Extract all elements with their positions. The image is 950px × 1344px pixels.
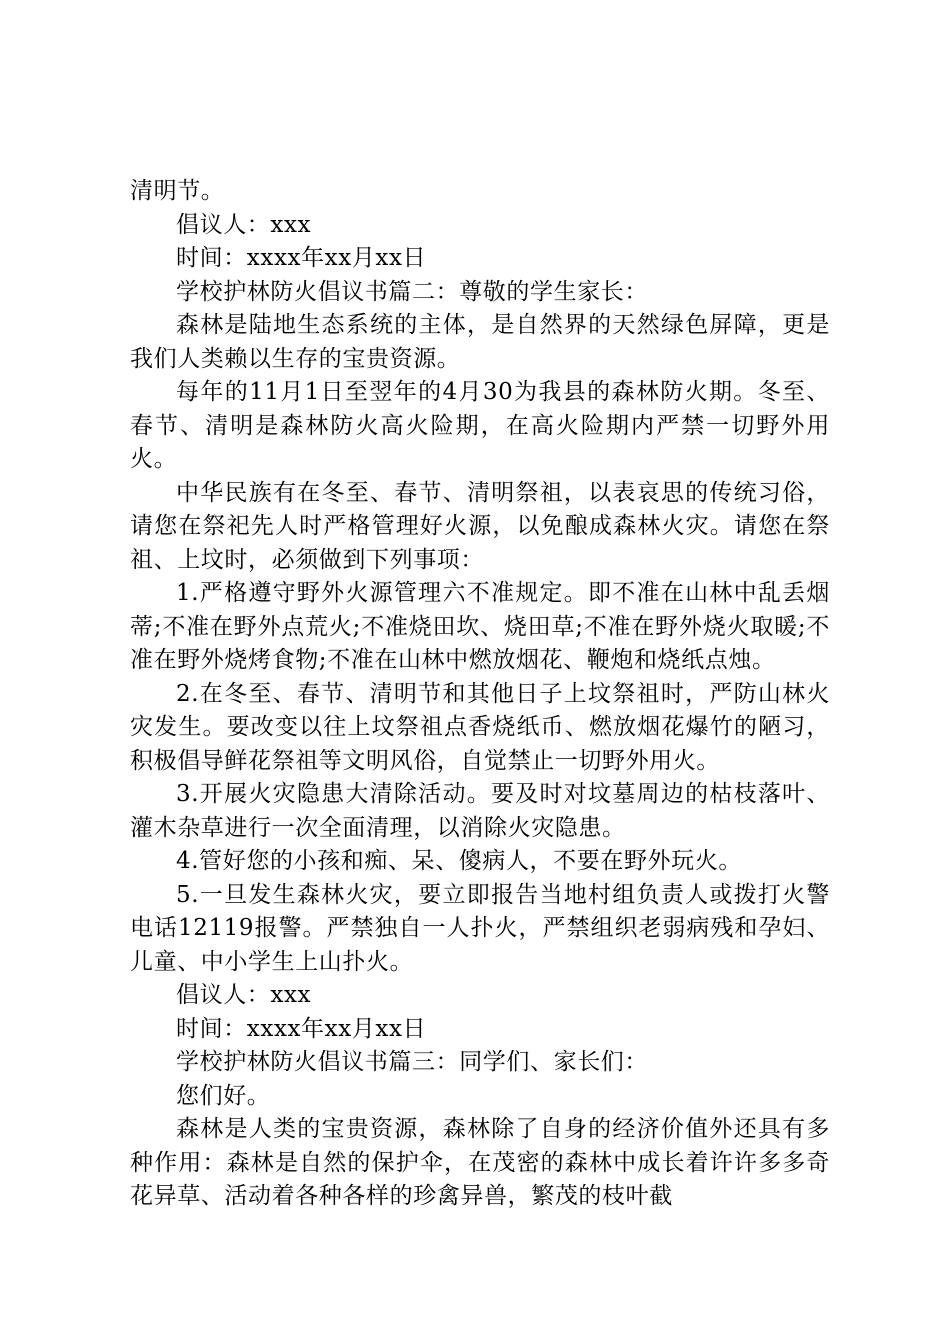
list-item: 3.开展火灾隐患大清除活动。要及时对坟墓周边的枯枝落叶、灌木杂草进行一次全面清理，以消除火灾隐患。 [130, 781, 830, 841]
proposer-line: 倡议人：xxx [176, 982, 312, 1008]
list-item: 4.管好您的小孩和痴、呆、傻病人，不要在野外玩火。 [176, 848, 742, 874]
greeting-line: 您们好。 [176, 1082, 271, 1109]
paragraph: 每年的11月1日至翌年的4月30为我县的森林防火期。冬至、春节、清明是森林防火高火险期，在高火险期内严禁一切野外用火。 [130, 379, 830, 472]
date-line: 时间：xxxx年xx月xx日 [176, 245, 427, 271]
date-line: 时间：xxxx年xx月xx日 [176, 1015, 427, 1042]
paragraph: 中华民族有在冬至、春节、清明祭祖，以表哀思的传统习俗，请您在祭祀先人时严格管理好火源，以免酿成森林火灾。请您在祭祖、上坟时，必须做到下列事项： [130, 479, 830, 573]
list-item: 1.严格遵守野外火源管理六不准规定。即不准在山林中乱丢烟蒂;不准在野外点荒火;不准烧田坎、烧田草;不准在野外烧火取暖;不准在野外烧烤食物;不准在山林中燃放烟花、鞭炮和烧纸点烛。 [130, 580, 830, 673]
paragraph: 森林是陆地生态系统的主体，是自然界的天然绿色屏障，更是我们人类赖以生存的宝贵资源。 [130, 312, 830, 372]
paragraph: 森林是人类的宝贵资源，森林除了自身的经济价值外还具有多种作用：森林是自然的保护伞，在茂密的森林中成长着许许多多奇花异草、活动着各种各样的珍禽异兽，繁茂的枝叶截 [130, 1116, 830, 1209]
section-heading-three: 学校护林防火倡议书篇三：同学们、家长们： [176, 1049, 648, 1075]
list-item: 5.一旦发生森林火灾，要立即报告当地村组负责人或拨打火警电话12119报警。严禁独自一人扑火，严禁组织老弱病残和孕妇、儿童、中小学生上山扑火。 [130, 881, 830, 975]
section-heading-two: 学校护林防火倡议书篇二：尊敬的学生家长： [176, 278, 648, 305]
list-item: 2.在冬至、春节、清明节和其他日子上坟祭祖时，严防山林火灾发生。要改变以往上坟祭祖点香烧纸币、燃放烟花爆竹的陋习，积极倡导鲜花祭祖等文明风俗，自觉禁止一切野外用火。 [130, 680, 830, 774]
paragraph-continuation: 清明节。 [130, 178, 225, 204]
document-body [130, 175, 830, 1214]
proposer-line: 倡议人：xxx [176, 211, 312, 238]
